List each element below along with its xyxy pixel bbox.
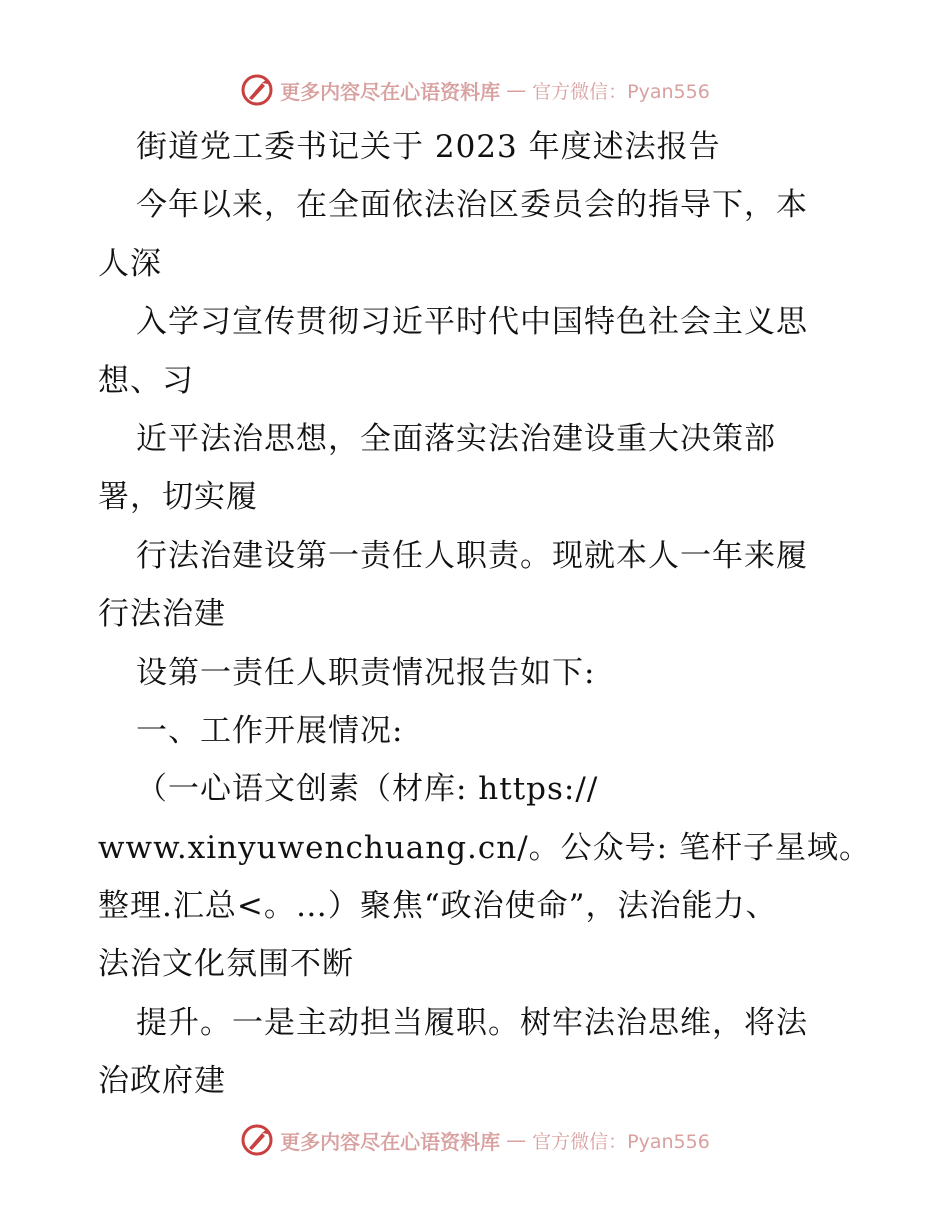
paragraph-line: 整理.汇总<。…）聚焦“政治使命”，法治能力、 bbox=[98, 888, 778, 925]
watermark-contact-text: 官方微信：Pyan556 bbox=[532, 1130, 710, 1153]
document-body bbox=[98, 118, 878, 1111]
paragraph-line: 署，切实履 bbox=[98, 479, 258, 516]
paragraph-line: （一心语文创素（材库: https:// bbox=[136, 771, 599, 808]
section-heading: 一、工作开展情况: bbox=[136, 712, 404, 749]
header-watermark bbox=[0, 70, 950, 110]
paragraph-line: 治政府建 bbox=[98, 1063, 226, 1100]
paragraph-line: 想、习 bbox=[98, 362, 194, 399]
paragraph-line: 行法治建 bbox=[98, 596, 226, 633]
watermark-separator: — bbox=[506, 1128, 527, 1152]
paragraph-line: 入学习宣传贯彻习近平时代中国特色社会主义思 bbox=[136, 304, 808, 341]
paragraph-line: www.xinyuwenchuang.cn/。公众号: 笔杆子星域。 bbox=[98, 829, 871, 866]
document-title: 街道党工委书记关于 2023 年度述法报告 bbox=[136, 129, 721, 165]
watermark-site-text: 更多内容尽在心语资料库 bbox=[280, 1129, 501, 1154]
paragraph-line: 人深 bbox=[98, 245, 162, 282]
paragraph-line: 提升。一是主动担当履职。树牢法治思维，将法 bbox=[136, 1004, 808, 1041]
quill-logo-icon bbox=[240, 1123, 274, 1157]
paragraph-line: 法治文化氛围不断 bbox=[98, 946, 354, 983]
paragraph-line: 行法治建设第一责任人职责。现就本人一年来履 bbox=[136, 537, 808, 574]
quill-logo-icon bbox=[240, 73, 274, 107]
watermark-separator: — bbox=[506, 78, 527, 102]
paragraph-line: 今年以来，在全面依法治区委员会的指导下，本 bbox=[136, 187, 808, 224]
watermark-site-text: 更多内容尽在心语资料库 bbox=[280, 79, 501, 104]
footer-watermark bbox=[0, 1120, 950, 1160]
paragraph-line: 设第一责任人职责情况报告如下: bbox=[136, 654, 596, 691]
watermark-contact-text: 官方微信：Pyan556 bbox=[532, 80, 710, 103]
paragraph-line: 近平法治思想，全面落实法治建设重大决策部 bbox=[136, 420, 776, 457]
